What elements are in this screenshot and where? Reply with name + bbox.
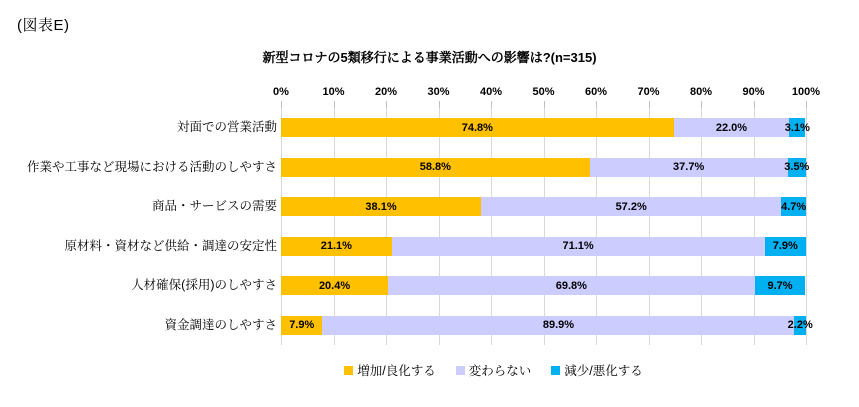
bar-row bbox=[0, 266, 859, 306]
bar-segment bbox=[784, 158, 810, 177]
bar-segment-label: 3.5% bbox=[784, 161, 810, 174]
legend-swatch bbox=[551, 366, 560, 375]
x-axis-tick-mark bbox=[596, 101, 597, 108]
bar-segment bbox=[781, 197, 806, 216]
bar-row bbox=[0, 108, 859, 148]
x-axis-tick-label: 80% bbox=[689, 86, 713, 98]
bar-track bbox=[281, 118, 810, 137]
bar-segment bbox=[590, 158, 788, 177]
stacked-bar-chart bbox=[0, 50, 859, 379]
x-axis-tick-label: 70% bbox=[637, 86, 660, 98]
bar-segment bbox=[755, 276, 806, 295]
x-axis bbox=[0, 86, 859, 108]
bar-segment-label: 74.8% bbox=[461, 121, 493, 134]
bar-segment bbox=[281, 158, 590, 177]
bar-row bbox=[0, 227, 859, 267]
bar-rows bbox=[0, 108, 859, 345]
bar-segment-label: 89.9% bbox=[542, 319, 575, 332]
bar-row bbox=[0, 306, 859, 346]
bar-segment-label: 58.8% bbox=[419, 161, 451, 174]
bar-segment bbox=[281, 276, 388, 295]
bar-segment-label: 20.4% bbox=[318, 279, 351, 292]
bar-segment bbox=[784, 118, 810, 137]
bar-track bbox=[281, 158, 810, 177]
bar-segment bbox=[388, 276, 754, 295]
x-axis-tick-mark bbox=[334, 101, 335, 108]
chart-title: 新型コロナの5類移行による事業活動への影響は?(n=315) bbox=[262, 50, 597, 65]
x-axis-tick-mark bbox=[754, 101, 755, 108]
bar-segment-label: 7.9% bbox=[289, 319, 315, 332]
x-axis-tick-mark bbox=[281, 101, 282, 108]
legend-swatch bbox=[344, 366, 353, 375]
bar-track bbox=[281, 197, 806, 216]
x-axis-tick-label: 20% bbox=[374, 86, 398, 98]
bar-segment-label: 2.2% bbox=[787, 319, 813, 332]
bar-segment-label: 7.9% bbox=[772, 240, 798, 253]
category-label: 対面での営業活動 bbox=[176, 120, 277, 135]
bar-segment-label: 37.7% bbox=[673, 161, 705, 174]
x-axis-tick-label: 90% bbox=[742, 86, 765, 98]
bar-segment bbox=[392, 237, 765, 256]
legend bbox=[344, 361, 642, 379]
x-axis-tick-mark bbox=[701, 101, 702, 108]
bar-segment-label: 4.7% bbox=[781, 200, 807, 213]
category-label: 人材確保(採用)のしやすさ bbox=[131, 278, 277, 293]
bar-segment-label: 21.1% bbox=[320, 240, 352, 253]
bar-segment-label: 57.2% bbox=[615, 200, 647, 213]
x-axis-tick-mark bbox=[544, 101, 545, 108]
bar-segment bbox=[281, 118, 674, 137]
bar-segment bbox=[765, 237, 806, 256]
x-axis-tick-mark bbox=[439, 101, 440, 108]
bar-segment-label: 9.7% bbox=[767, 279, 793, 292]
legend-label: 増加/良化する bbox=[357, 364, 436, 378]
x-axis-tick-label: 40% bbox=[479, 86, 503, 98]
plot-area bbox=[0, 108, 859, 345]
category-label: 原材料・資材など供給・調達の安定性 bbox=[64, 238, 277, 253]
legend-label: 変わらない bbox=[468, 364, 532, 378]
bar-row bbox=[0, 187, 859, 227]
bar-segment-label: 3.1% bbox=[784, 121, 810, 134]
x-axis-tick-label: 30% bbox=[427, 86, 450, 98]
x-axis-tick-mark bbox=[491, 101, 492, 108]
bar-segment bbox=[787, 316, 813, 335]
bar-segment bbox=[674, 118, 790, 137]
bar-segment-label: 38.1% bbox=[365, 200, 397, 213]
legend-swatch bbox=[456, 366, 465, 375]
legend-label: 減少/悪化する bbox=[564, 364, 643, 378]
legend-item bbox=[344, 361, 435, 379]
bar-segment bbox=[281, 197, 481, 216]
figure-label: (図表E) bbox=[17, 17, 70, 34]
bar-segment-label: 22.0% bbox=[715, 121, 748, 134]
x-axis-tick-mark bbox=[649, 101, 650, 108]
bar-track bbox=[281, 237, 806, 256]
bar-segment-label: 71.1% bbox=[562, 240, 594, 253]
x-axis-tick-label: 0% bbox=[273, 86, 289, 98]
bar-segment bbox=[281, 237, 392, 256]
bar-row bbox=[0, 148, 859, 188]
bar-track bbox=[281, 316, 813, 335]
x-axis-tick-mark bbox=[806, 101, 807, 108]
x-axis-tick-label: 50% bbox=[532, 86, 555, 98]
x-axis-tick-label: 100% bbox=[791, 86, 821, 98]
x-axis-tick-label: 60% bbox=[584, 86, 608, 98]
bar-segment-label: 69.8% bbox=[555, 279, 587, 292]
bar-segment bbox=[481, 197, 781, 216]
category-label: 資金調達のしやすさ bbox=[164, 317, 277, 332]
category-label: 作業や工事など現場における活動のしやすさ bbox=[26, 159, 277, 174]
bar-segment bbox=[322, 316, 794, 335]
x-axis-tick-label: 10% bbox=[322, 86, 345, 98]
x-axis-tick-mark bbox=[386, 101, 387, 108]
legend-item bbox=[551, 361, 642, 379]
legend-item bbox=[456, 361, 532, 379]
bar-segment bbox=[281, 316, 322, 335]
bar-track bbox=[281, 276, 806, 295]
category-label: 商品・サービスの需要 bbox=[151, 199, 277, 214]
